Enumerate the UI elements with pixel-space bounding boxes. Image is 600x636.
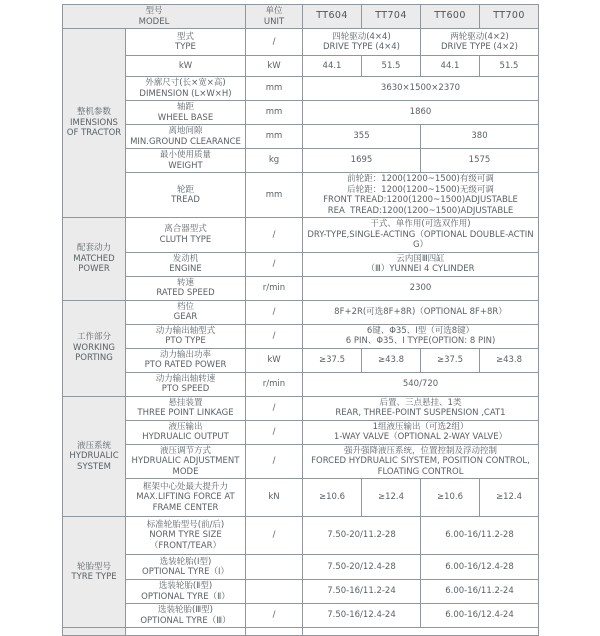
spec-value-line: REA TREAD:1200(1200~1500)ADJUSTABLE — [327, 205, 514, 216]
spec-value-cell — [303, 604, 421, 628]
spec-value-line: ≥43.8 — [377, 354, 405, 365]
group-label-line: 整机参数 — [76, 107, 111, 118]
spec-name-line: TREAD — [171, 195, 200, 205]
clipped-value-cell — [303, 628, 539, 636]
spec-value-cell — [480, 56, 539, 77]
spec-name-line: ENGINE — [169, 264, 202, 274]
spec-name-line: 悬挂装置 — [168, 397, 203, 408]
spec-value-line: 两轮驱动(4×2) — [450, 31, 509, 42]
spec-name-cell — [126, 276, 246, 300]
table-row — [63, 580, 539, 604]
spec-name-cell — [126, 348, 246, 372]
clipped-unit-cell — [246, 628, 303, 636]
spec-value-line: DRY-TYPE,SINGLE-ACTING（OPTIONAL DOUBLE-ACTING） — [307, 229, 534, 250]
spec-name-cell — [126, 125, 246, 149]
table-row — [63, 517, 539, 555]
table-row — [63, 125, 539, 149]
table-row — [63, 149, 539, 173]
spec-value-cell — [303, 324, 539, 348]
spec-value-cell — [421, 604, 539, 628]
spec-name-line: 框架中心处最大提升力 — [142, 481, 228, 492]
spec-value-cell — [303, 372, 539, 396]
spec-name-line: TYPE — [175, 42, 196, 52]
spec-unit-cell — [246, 555, 303, 580]
spec-name-line: 离地间隙 — [168, 126, 203, 136]
spec-value-cell — [303, 555, 421, 580]
spec-name-line: THREE POINT LINKAGE — [137, 408, 234, 418]
spec-value-line: REAR, THREE-POINT SUSPENSION ,CAT1 — [335, 408, 506, 418]
spec-value-cell — [421, 149, 539, 173]
spec-name-line: OPTIONAL TYRE（Ⅰ） — [142, 567, 229, 577]
table-row — [63, 420, 539, 444]
spec-name-line: 选装轮胎(Ⅰ型) — [159, 556, 212, 567]
spec-name-line: HYDRUALIC OUTPUT — [142, 432, 229, 442]
spec-name-line: 轴距 — [176, 102, 194, 112]
spec-name-line: 离合器型式 — [164, 224, 207, 235]
spec-value-line: FORCED HYDRUALIC SIYSTEM, POSITION CONTROL, — [311, 456, 530, 466]
spec-value-line: 干式、单作用(可选双作用) — [370, 219, 471, 229]
spec-value-line: 1575 — [468, 155, 491, 166]
spec-value-cell — [421, 56, 480, 77]
spec-value-line: 6.00-16/12.4-28 — [445, 561, 514, 572]
header-model-1: TT604 — [303, 5, 362, 29]
group-label-4 — [63, 396, 126, 517]
spec-name-cell — [126, 149, 246, 173]
table-row — [63, 101, 539, 125]
spec-value-line: 380 — [471, 131, 488, 142]
header-unit-line: UNIT — [263, 16, 285, 27]
spec-value-cell — [362, 348, 421, 372]
spec-value-cell — [421, 517, 539, 555]
spec-name-line: 外廓尺寸(长×宽×高) — [145, 78, 226, 88]
spec-value-cell — [303, 77, 539, 101]
spec-value-line: 6键、Φ35、Ⅰ型（可选8键） — [366, 325, 475, 336]
spec-name-line: NORM TYRE SIZE — [149, 530, 222, 541]
group-label-line: MATCHED — [73, 253, 115, 264]
spec-name-line: WHEEL BASE — [157, 112, 214, 123]
spec-unit-cell: kg — [246, 149, 303, 173]
spec-value-line: 云内国Ⅲ四缸 — [396, 253, 445, 264]
spec-value-line: 6.00-16/11.2-24 — [445, 586, 514, 597]
spec-value-line: 7.50-16/11.2-24 — [327, 586, 396, 597]
group-label-5 — [63, 517, 126, 628]
spec-value-line: 44.1 — [440, 60, 460, 71]
spec-value-cell — [303, 479, 362, 517]
spec-value-cell — [303, 101, 539, 125]
spec-value-cell — [303, 517, 421, 555]
table-row — [63, 372, 539, 396]
header-model-2: TT704 — [362, 5, 421, 29]
spec-unit-cell: / — [246, 252, 303, 276]
spec-table-body — [63, 5, 539, 636]
table-row — [63, 29, 539, 56]
spec-name-line: 选装轮胎(Ⅲ型) — [158, 605, 213, 615]
spec-unit-cell: mm — [246, 77, 303, 101]
spec-name-cell — [126, 77, 246, 101]
spec-value-line: ≥12.4 — [377, 492, 405, 503]
spec-value-line: 7.50-16/12.4-24 — [327, 610, 396, 621]
group-label-line: SYSTEM — [77, 461, 111, 472]
spec-value-line: 6 PIN、Φ35、Ⅰ TYPE(OPTION: 8 PIN) — [345, 336, 496, 346]
spec-value-line: 四轮驱动(4×4) — [332, 31, 391, 42]
clipped-name-cell — [126, 628, 246, 636]
table-row — [63, 396, 539, 420]
spec-name-line: WEIGHT — [168, 160, 203, 171]
spec-unit-cell: / — [246, 517, 303, 555]
spec-name-cell — [126, 420, 246, 444]
spec-name-cell — [126, 252, 246, 276]
spec-name-cell — [126, 444, 246, 479]
spec-name-line: 液压调节方式 — [159, 445, 211, 456]
spec-table — [62, 4, 539, 636]
group-label-line: HYDRUALIC — [69, 451, 119, 461]
spec-unit-cell: / — [246, 420, 303, 444]
spec-value-line: ≥10.6 — [436, 492, 464, 503]
spec-value-line: 51.5 — [499, 60, 519, 71]
spec-value-line: 44.1 — [322, 60, 342, 71]
spec-name-cell — [126, 555, 246, 580]
spec-name-cell — [126, 604, 246, 628]
spec-name-line: PTO RATED POWER — [144, 360, 227, 370]
spec-name-line: MAX.LIFTING FORCE AT — [136, 492, 235, 503]
spec-value-line: 3630×1500×2370 — [380, 83, 461, 94]
table-row — [63, 252, 539, 276]
table-row — [63, 300, 539, 324]
group-label-line: 轮胎型号 — [76, 561, 111, 572]
spec-value-cell — [303, 56, 362, 77]
spec-name-line: 转速 — [176, 277, 194, 288]
spec-value-cell — [303, 173, 539, 218]
spec-unit-cell: / — [246, 324, 303, 348]
table-row — [63, 348, 539, 372]
spec-value-line: 51.5 — [381, 60, 401, 71]
spec-value-line: ≥43.8 — [495, 354, 523, 365]
group-label-line: TYRE TYPE — [71, 572, 117, 582]
spec-value-cell — [421, 555, 539, 580]
spec-name-line: 型式 — [176, 31, 194, 42]
spec-value-cell — [303, 252, 539, 276]
spec-unit-cell: / — [246, 604, 303, 628]
spec-value-cell — [362, 479, 421, 517]
spec-value-cell — [303, 218, 539, 253]
table-row — [63, 56, 539, 77]
clipped-group-cell — [63, 628, 126, 636]
spec-name-line: HYDRUALIC ADJUSTMENT — [131, 456, 240, 466]
spec-name-cell — [126, 218, 246, 253]
spec-value-line: ≥37.5 — [318, 354, 346, 365]
spec-name-line: 动力输出轴转速 — [155, 373, 216, 384]
spec-value-line: 6.00-16/11.2-28 — [445, 530, 514, 541]
spec-name-line: PTO TYPE — [165, 336, 206, 346]
spec-value-cell — [362, 56, 421, 77]
table-row — [63, 218, 539, 253]
spec-value-cell — [303, 444, 539, 479]
spec-name-cell — [126, 56, 246, 77]
header-row — [63, 5, 539, 29]
spec-value-line: 1695 — [350, 155, 373, 166]
spec-value-cell — [480, 348, 539, 372]
header-model-3: TT600 — [421, 5, 480, 29]
spec-value-cell — [480, 479, 539, 517]
spec-name-line: 液压输出 — [168, 421, 203, 432]
spec-value-line: 540/720 — [402, 378, 439, 389]
spec-name-cell — [126, 173, 246, 218]
spec-name-line: OPTIONAL TYRE（Ⅲ） — [140, 615, 231, 626]
spec-name-line: 选装轮胎(Ⅱ型) — [158, 581, 213, 591]
spec-value-line: 6.00-16/12.4-24 — [445, 610, 514, 621]
group-label-3 — [63, 300, 126, 396]
group-label-line: WORKING — [72, 342, 116, 353]
spec-unit-cell: mm — [246, 125, 303, 149]
header-unit-label — [246, 5, 303, 29]
spec-name-line: 动力输出功率 — [159, 349, 211, 360]
spec-unit-cell: / — [246, 218, 303, 253]
spec-value-cell — [421, 125, 539, 149]
header-unit-line: 单位 — [265, 6, 283, 16]
spec-value-cell — [421, 580, 539, 604]
header-model-line: MODEL — [138, 16, 170, 27]
spec-name-line: 发动机 — [172, 253, 199, 264]
spec-value-line: ≥37.5 — [436, 354, 464, 365]
spec-value-cell — [303, 300, 539, 324]
spec-name-cell — [126, 29, 246, 56]
spec-value-line: 7.50-20/12.4-28 — [327, 561, 396, 572]
group-label-line: PORTING — [75, 353, 113, 364]
spec-name-line: （FRONT/TEAR） — [149, 540, 222, 551]
spec-value-line: ≥12.4 — [495, 492, 523, 503]
spec-name-line: FRAME CENTER — [152, 502, 219, 513]
spec-name-line: MIN.GROUND CLEARANCE — [130, 136, 241, 147]
table-row — [63, 324, 539, 348]
spec-value-line: 1860 — [409, 107, 432, 118]
spec-value-line: 1-WAY VALVE（OPTIONAL 2-WAY VALVE） — [333, 432, 508, 442]
spec-value-line: 8F+2R(可选8F+8R)（OPTIONAL 8F+8R） — [334, 306, 507, 317]
group-label-2 — [63, 218, 126, 301]
spec-name-cell — [126, 580, 246, 604]
spec-value-line: 7.50-20/11.2-28 — [327, 530, 396, 541]
spec-value-line: 355 — [353, 131, 370, 142]
group-label-line: POWER — [78, 264, 110, 274]
spec-value-cell — [421, 348, 480, 372]
spec-value-line: 强升强降液压系统，位置控制及浮动控制 — [343, 445, 497, 456]
spec-value-cell — [303, 348, 362, 372]
spec-value-line: DRIVE TYPE (4×4) — [323, 42, 400, 52]
spec-unit-cell: / — [246, 29, 303, 56]
spec-unit-cell: r/min — [246, 372, 303, 396]
spec-name-line: GEAR — [173, 312, 198, 322]
spec-value-cell — [303, 149, 421, 173]
spec-unit-cell: kW — [246, 56, 303, 77]
spec-unit-cell: kN — [246, 479, 303, 517]
spec-value-line: 前轮距：1200(1200~1500)有级可调 — [347, 174, 494, 184]
spec-name-line: kW — [178, 60, 193, 71]
spec-value-line: 后置、三点悬挂、1类 — [379, 397, 462, 408]
group-label-1 — [63, 29, 126, 218]
table-row — [63, 276, 539, 300]
spec-value-cell — [303, 396, 539, 420]
group-label-line: 工作部分 — [76, 332, 111, 343]
table-row — [63, 555, 539, 580]
spec-name-cell — [126, 372, 246, 396]
spec-name-cell — [126, 300, 246, 324]
spec-unit-cell: / — [246, 396, 303, 420]
spec-name-cell — [126, 396, 246, 420]
group-label-line: 配套动力 — [76, 243, 111, 253]
spec-unit-cell: / — [246, 444, 303, 479]
spec-unit-cell: mm — [246, 173, 303, 218]
spec-value-line: 2300 — [409, 282, 432, 293]
spec-name-cell — [126, 101, 246, 125]
spec-name-line: OPTIONAL TYRE（Ⅱ） — [141, 591, 230, 602]
spec-name-line: PTO SPEED — [161, 384, 210, 394]
table-row — [63, 479, 539, 517]
spec-name-line: 轮距 — [176, 184, 194, 195]
spec-name-cell — [126, 479, 246, 517]
spec-unit-cell: r/min — [246, 276, 303, 300]
spec-name-line: 档位 — [176, 301, 194, 312]
group-label-line: IMENSIONS — [70, 117, 118, 128]
spec-value-line: FLOATING CONTROL — [377, 466, 464, 477]
table-row — [63, 444, 539, 479]
spec-unit-cell: mm — [246, 101, 303, 125]
spec-value-cell — [303, 29, 421, 56]
spec-value-line: （Ⅲ）YUNNEI 4 CYLINDER — [366, 264, 475, 274]
spec-value-cell — [421, 479, 480, 517]
spec-value-line: ≥10.6 — [318, 492, 346, 503]
group-label-line: 液压系统 — [76, 440, 111, 451]
spec-name-cell — [126, 517, 246, 555]
table-row — [63, 77, 539, 101]
spec-unit-cell: / — [246, 300, 303, 324]
header-model-line: 型号 — [145, 6, 163, 16]
spec-value-line: 后轮距：1200(1200~1500)无级可调 — [347, 184, 494, 195]
spec-name-cell — [126, 324, 246, 348]
table-row — [63, 604, 539, 628]
spec-name-line: 最小使用质量 — [159, 150, 211, 160]
spec-unit-cell — [246, 580, 303, 604]
spec-value-cell — [303, 125, 421, 149]
table-row — [63, 173, 539, 218]
spec-value-line: 1组液压输出（可选2组） — [372, 421, 469, 432]
spec-unit-cell: kW — [246, 348, 303, 372]
spec-value-line: FRONT TREAD:1200(1200~1500)ADJUSTABLE — [323, 195, 518, 205]
spec-name-line: 动力输出轴型式 — [155, 325, 216, 336]
spec-value-cell — [421, 29, 539, 56]
spec-name-line: 标准轮胎型号(前/后) — [146, 519, 225, 530]
spec-value-cell — [303, 276, 539, 300]
spec-value-cell — [303, 580, 421, 604]
spec-value-line: DRIVE TYPE (4×2) — [441, 42, 518, 52]
header-model-4: TT700 — [480, 5, 539, 29]
spec-value-cell — [303, 420, 539, 444]
spec-name-line: DIMENSION (L×W×H) — [139, 88, 232, 99]
clipped-partial-row — [63, 628, 539, 636]
spec-name-line: RATED SPEED — [156, 288, 215, 298]
group-label-line: OF TRACTOR — [66, 128, 122, 139]
header-model-label — [63, 5, 246, 29]
spec-name-line: MODE — [172, 466, 199, 477]
spec-name-line: CLUTH TYPE — [159, 234, 212, 245]
